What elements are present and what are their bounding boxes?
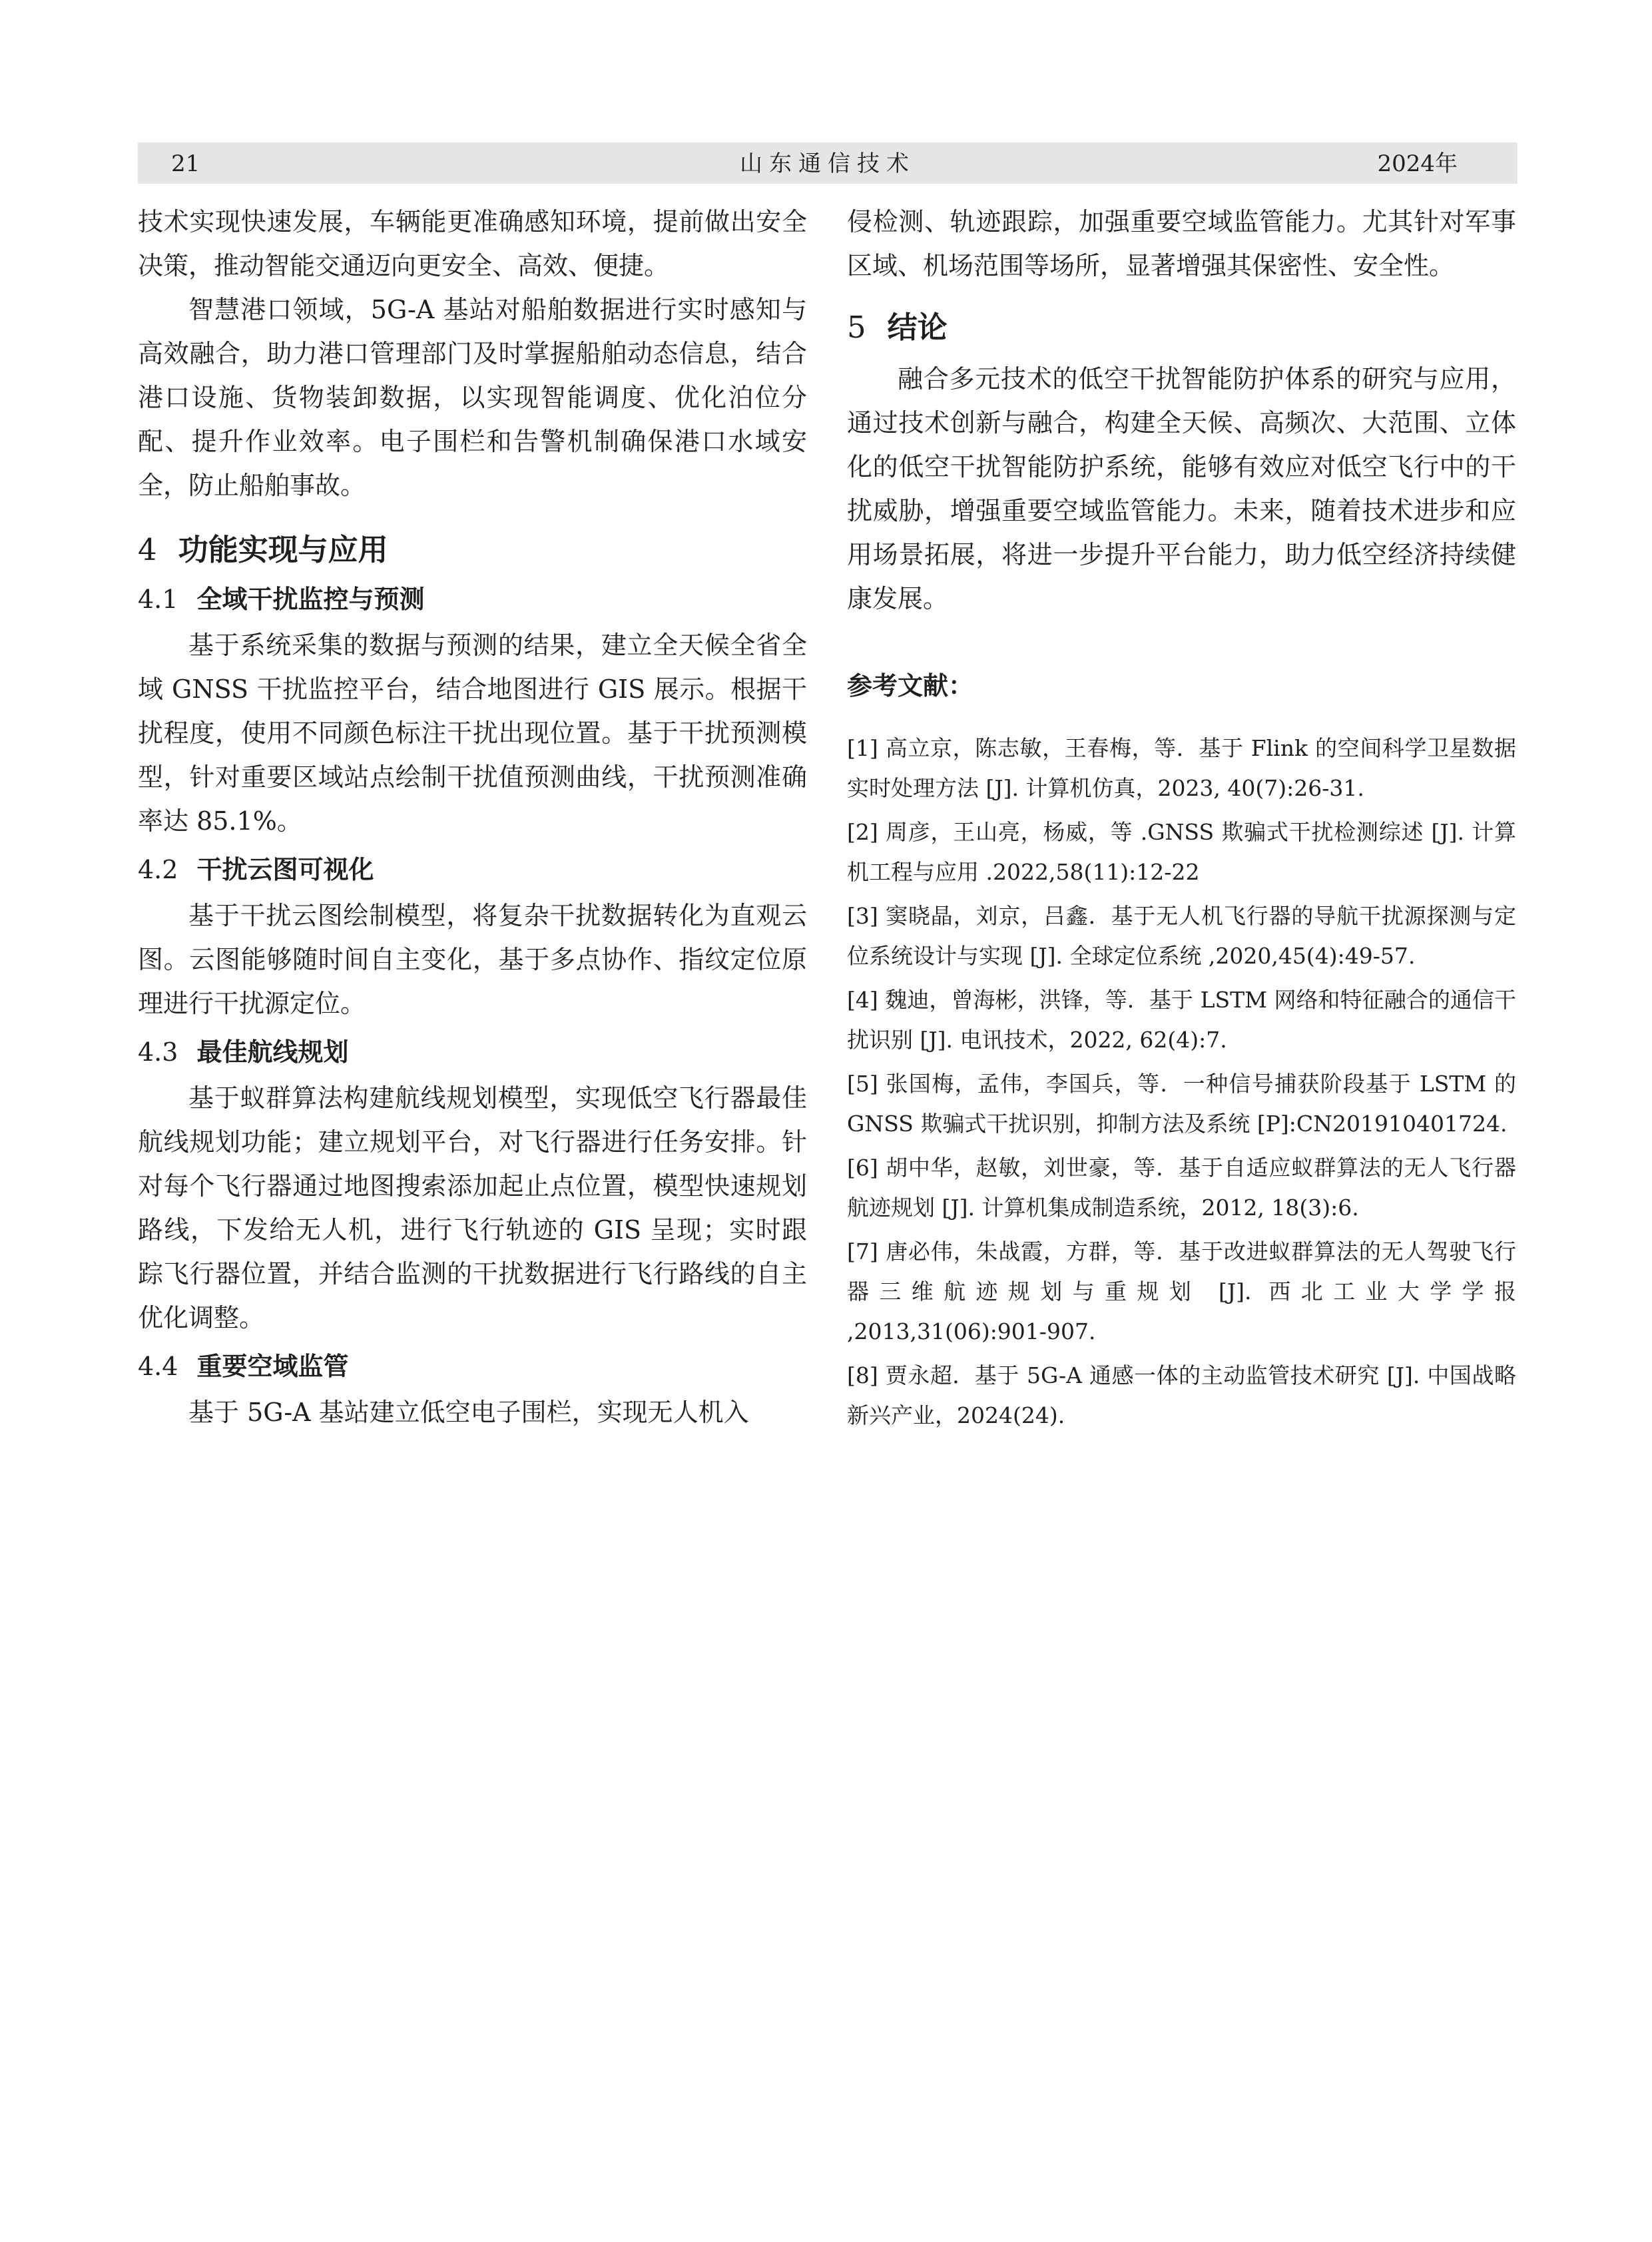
paragraph-smart-port: 智慧港口领域，5G-A 基站对船舶数据进行实时感知与高效融合，助力港口管理部门及时掌握船舶动态信息，结合港口设施、货物装卸数据，以实现智能调度、优化泊位分配、提升作业效率。电子围栏和告警机制确保港口水域安全，防止船舶事故。 <box>138 295 807 500</box>
subsection-number: 4.1 <box>138 585 178 614</box>
paragraph-4-3: 基于蚁群算法构建航线规划模型，实现低空飞行器最佳航线规划功能；建立规划平台，对飞行器进行任务安排。针对每个飞行器通过地图搜索添加起止点位置，模型快速规划路线，下发给无人机，进行飞行轨迹的 GIS 呈现；实时跟踪飞行器位置，并结合监测的干扰数据进行飞行路线的自主优化调整。 <box>138 1083 807 1332</box>
reference-item: [4] 魏迪，曾海彬，洪锋，等．基于 LSTM 网络和特征融合的通信干扰识别 [J]. 电讯技术，2022, 62(4):7. <box>847 987 1516 1053</box>
subsection-number: 4.3 <box>138 1037 178 1067</box>
right-column <box>847 200 1516 1440</box>
page-number: 21 <box>171 150 200 177</box>
header-year: 2024年 <box>1377 150 1458 177</box>
section-heading-4 <box>138 530 807 570</box>
paragraph-continued: 侵检测、轨迹跟踪，加强重要空域监管能力。尤其针对军事区域、机场范围等场所，显著增强其保密性、安全性。 <box>847 207 1516 280</box>
section-heading-5 <box>847 308 1516 348</box>
subsection-title: 重要空域监管 <box>196 1352 349 1381</box>
reference-item: [2] 周彦，王山亮，杨威，等 .GNSS 欺骗式干扰检测综述 [J]. 计算机工程与应用 .2022,58(11):12-22 <box>847 819 1516 885</box>
running-header <box>138 142 1517 184</box>
journal-title: 山东通信技术 <box>740 150 916 177</box>
paragraph-continued: 技术实现快速发展，车辆能更准确感知环境，提前做出安全决策，推动智能交通迈向更安全、高效、便捷。 <box>138 207 807 280</box>
subsection-number: 4.2 <box>138 855 178 884</box>
subsection-number: 4.4 <box>138 1352 178 1381</box>
paragraph-4-1: 基于系统采集的数据与预测的结果，建立全天候全省全域 GNSS 干扰监控平台，结合地图进行 GIS 展示。根据干扰程度，使用不同颜色标注干扰出现位置。基于干扰预测模型，针对重要区域站点绘制干扰值预测曲线，干扰预测准确率达 85.1%。 <box>138 631 807 836</box>
subsection-heading-4-1 <box>138 581 807 618</box>
paragraph-4-4: 基于 5G-A 基站建立低空电子围栏，实现无人机入 <box>188 1398 749 1427</box>
reference-item: [5] 张国梅，孟伟，李国兵，等．一种信号捕获阶段基于 LSTM 的 GNSS 欺骗式干扰识别，抑制方法及系统 [P]:CN201910401724. <box>847 1071 1516 1137</box>
paragraph-4-2: 基于干扰云图绘制模型，将复杂干扰数据转化为直观云图。云图能够随时间自主变化，基于多点协作、指纹定位原理进行干扰源定位。 <box>138 901 807 1018</box>
subsection-heading-4-4 <box>138 1348 807 1385</box>
reference-item: [8] 贾永超．基于 5G-A 通感一体的主动监管技术研究 [J]. 中国战略新兴产业，2024(24). <box>847 1362 1516 1428</box>
subsection-title: 全域干扰监控与预测 <box>196 585 425 614</box>
reference-item: [7] 唐必伟，朱战霞，方群，等．基于改进蚁群算法的无人驾驶飞行器三维航迹规划与重规划 [J]. 西北工业大学学报 ,2013,31(06):901-907. <box>847 1239 1516 1344</box>
subsection-heading-4-2 <box>138 851 807 888</box>
left-column <box>138 200 807 1434</box>
subsection-title: 最佳航线规划 <box>196 1037 349 1067</box>
section-title: 功能实现与应用 <box>178 532 388 567</box>
paragraph-conclusion: 融合多元技术的低空干扰智能防护体系的研究与应用，通过技术创新与融合，构建全天候、高频次、大范围、立体化的低空干扰智能防护系统，能够有效应对低空飞行中的干扰威胁，增强重要空域监管能力。未来，随着技术进步和应用场景拓展，将进一步提升平台能力，助力低空经济持续健康发展。 <box>847 364 1516 613</box>
subsection-heading-4-3 <box>138 1033 807 1071</box>
reference-item: [3] 窦晓晶，刘京，吕鑫．基于无人机飞行器的导航干扰源探测与定位系统设计与实现 [J]. 全球定位系统 ,2020,45(4):49-57. <box>847 903 1516 969</box>
reference-item: [1] 高立京，陈志敏，王春梅，等．基于 Flink 的空间科学卫星数据实时处理方法 [J]. 计算机仿真，2023, 40(7):26-31. <box>847 735 1516 801</box>
section-number: 4 <box>138 532 157 567</box>
references-heading: 参考文献： <box>847 671 974 701</box>
section-number: 5 <box>847 310 866 345</box>
reference-list <box>847 728 1516 1436</box>
section-title: 结论 <box>887 310 948 345</box>
subsection-title: 干扰云图可视化 <box>196 855 374 884</box>
reference-item: [6] 胡中华，赵敏，刘世豪，等．基于自适应蚁群算法的无人飞行器航迹规划 [J]. 计算机集成制造系统，2012, 18(3):6. <box>847 1155 1516 1221</box>
